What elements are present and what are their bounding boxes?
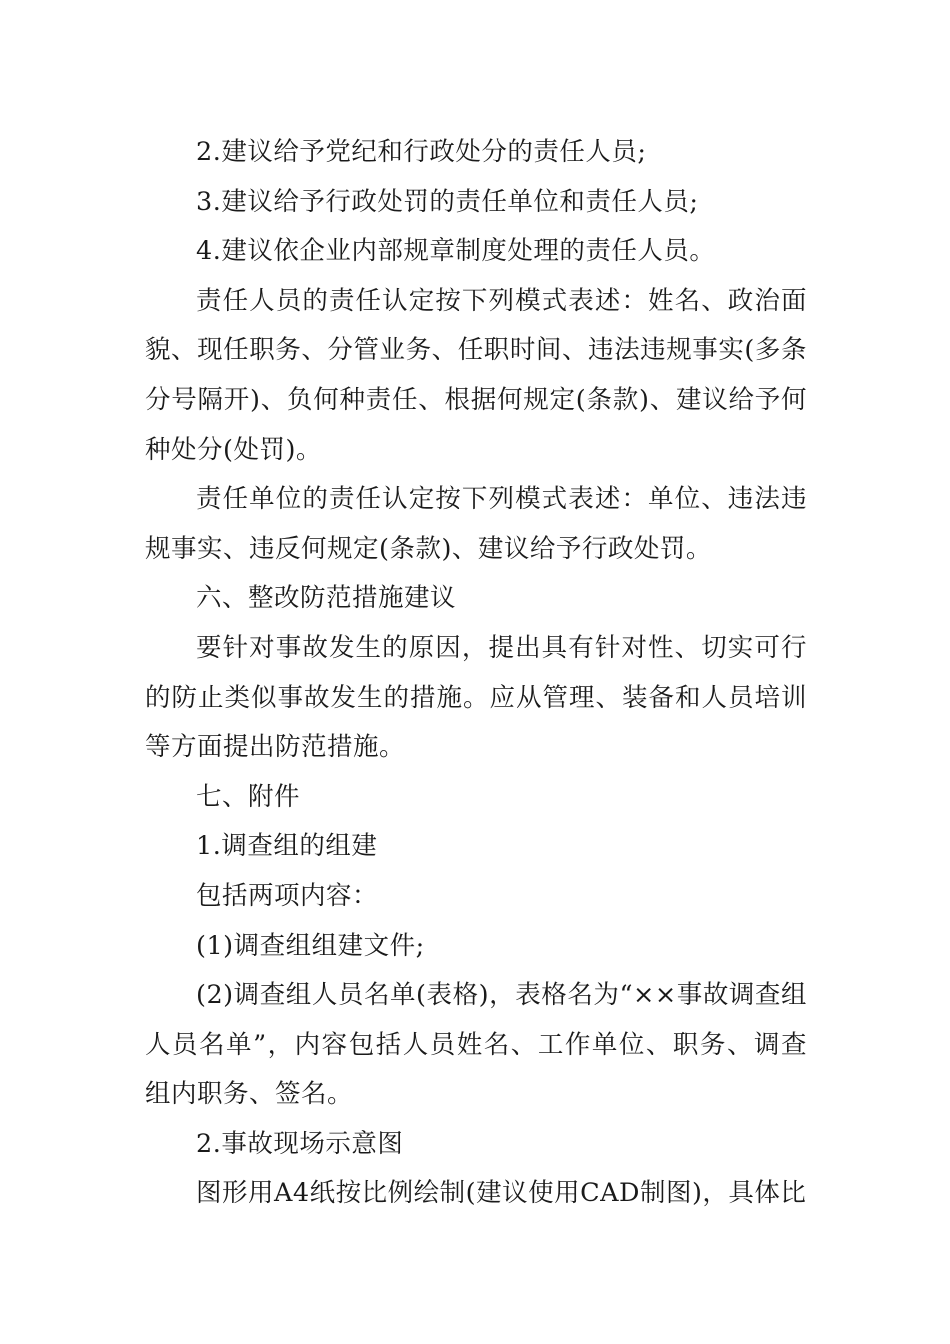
- item-team-member-list: (2)调查组人员名单(表格)，表格名为“××事故调查组人员名单”，内容包括人员姓名、工作单位、职务、调查组内职务、签名。: [145, 980, 807, 1110]
- paragraph-person-responsibility-format: 责任人员的责任认定按下列模式表述：姓名、政治面貌、现任职务、分管业务、任职时间、违法违规事实(多条分号隔开)、负何种责任、根据何规定(条款)、建议给予何种处分(处罚)。: [145, 285, 807, 465]
- paragraph-unit-responsibility-format: 责任单位的责任认定按下列模式表述：单位、违法违规事实、违反何规定(条款)、建议给予行政处罚。: [145, 484, 807, 564]
- item-4-internal-rules: 4.建议依企业内部规章制度处理的责任人员。: [196, 236, 716, 267]
- heading-section-6: 六、整改防范措施建议: [196, 583, 457, 614]
- item-2-scene-diagram: 2.事故现场示意图: [196, 1128, 404, 1159]
- heading-section-7: 七、附件: [196, 781, 301, 812]
- document-body: [145, 128, 807, 1219]
- item-2-disciplinary-sanctions: 2.建议给予党纪和行政处分的责任人员;: [196, 137, 647, 167]
- paragraph-prevention-measures: 要针对事故发生的原因，提出具有针对性、切实可行的防止类似事故发生的措施。应从管理、装备和人员培训等方面提出防范措施。: [145, 632, 807, 763]
- paragraph-diagram-instructions: 图形用A4纸按比例绘制(建议使用CAD制图)，具体比: [196, 1178, 807, 1209]
- item-team-formation-document: (1)调查组组建文件;: [196, 930, 425, 961]
- paragraph-two-items: 包括两项内容：: [196, 880, 379, 911]
- item-1-team-formation: 1.调查组的组建: [196, 831, 378, 862]
- item-3-administrative-penalties: 3.建议给予行政处罚的责任单位和责任人员;: [196, 186, 699, 217]
